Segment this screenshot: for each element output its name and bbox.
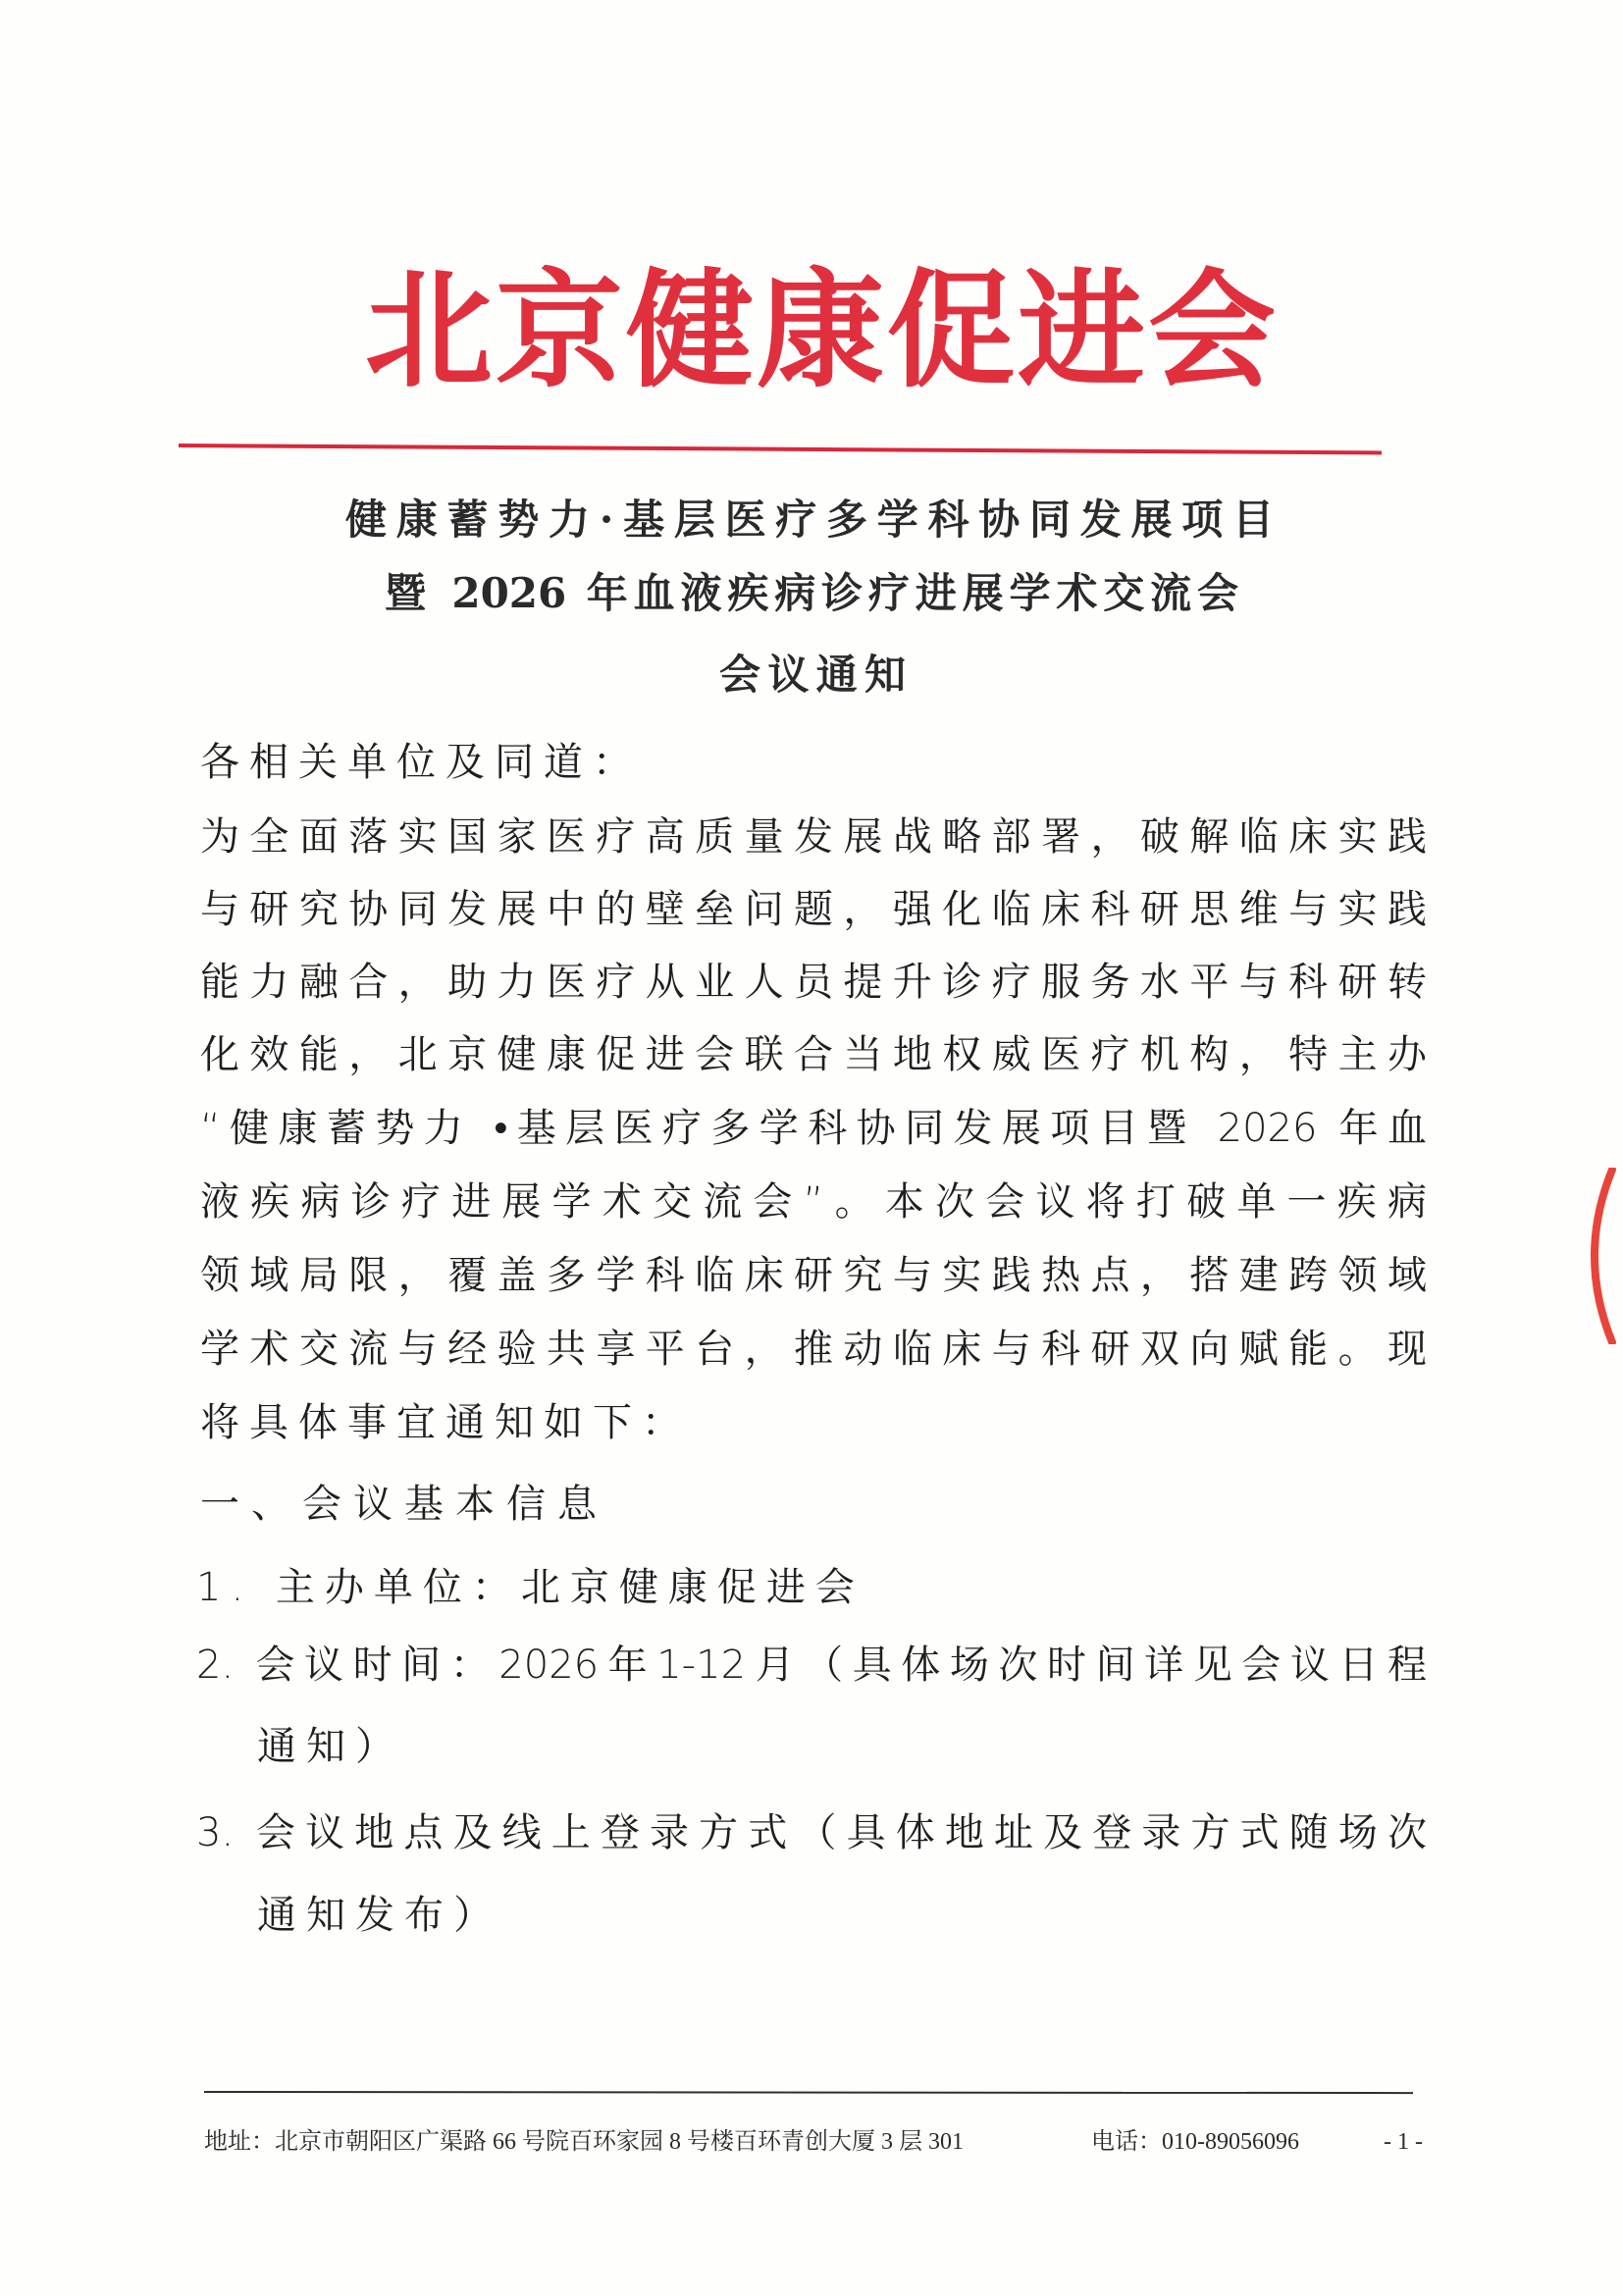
page-number: - 1 - bbox=[1384, 2129, 1423, 2155]
notice-heading-line-2: 暨 2026 年血液疾病诊疗进展学术交流会 bbox=[385, 569, 1238, 617]
footer-rule bbox=[204, 2091, 1413, 2094]
info-item-location: 3. 会议地点及线上登录方式（具体地址及登录方式随场次 bbox=[196, 1810, 1427, 1855]
footer-phone: 电话：010-89056096 bbox=[1091, 2129, 1299, 2155]
info-item-time-cont: 通知） bbox=[257, 1724, 404, 1769]
paragraph-line: 将具体事宜通知如下： bbox=[200, 1400, 691, 1445]
notice-heading-line-1: 健康蓄势力·基层医疗多学科协同发展项目 bbox=[345, 496, 1274, 544]
paragraph-line: 与研究协同发展中的壁垒问题，强化临床科研思维与实践 bbox=[200, 887, 1427, 932]
paragraph-line: “健康蓄势力 •基层医疗多学科协同发展项目暨 2026 年血 bbox=[200, 1106, 1427, 1151]
section-title-basic-info: 一、会议基本信息 bbox=[200, 1482, 608, 1527]
info-item-time: 2. 会议时间：2026年1-12月（具体场次时间详见会议日程 bbox=[196, 1643, 1427, 1688]
info-item-location-cont: 通知发布） bbox=[257, 1893, 502, 1938]
paragraph-line: 领域局限，覆盖多学科临床研究与实践热点，搭建跨领域 bbox=[200, 1253, 1427, 1298]
info-item-organizer: 1. 主办单位：北京健康促进会 bbox=[196, 1565, 864, 1610]
letterhead-org-name: 北京健康促进会 bbox=[365, 256, 1278, 405]
footer-address: 地址：北京市朝阳区广渠路 66 号院百环家园 8 号楼百环青创大厦 3 层 301 bbox=[204, 2129, 964, 2155]
official-seal-fragment bbox=[1575, 1168, 1623, 1344]
paragraph-line: 能力融合，助力医疗从业人员提升诊疗服务水平与科研转 bbox=[200, 960, 1427, 1005]
paragraph-line: 化效能，北京健康促进会联合当地权威医疗机构，特主办 bbox=[200, 1032, 1427, 1077]
paragraph-line: 液疾病诊疗进展学术交流会”。本次会议将打破单一疾病 bbox=[200, 1179, 1427, 1225]
letterhead-red-rule bbox=[179, 444, 1382, 454]
paragraph-line: 学术交流与经验共享平台，推动临床与科研双向赋能。现 bbox=[200, 1327, 1427, 1372]
paragraph-line: 为全面落实国家医疗高质量发展战略部署，破解临床实践 bbox=[200, 814, 1427, 860]
greeting: 各相关单位及同道： bbox=[200, 740, 642, 785]
notice-heading-line-3: 会议通知 bbox=[719, 651, 906, 699]
